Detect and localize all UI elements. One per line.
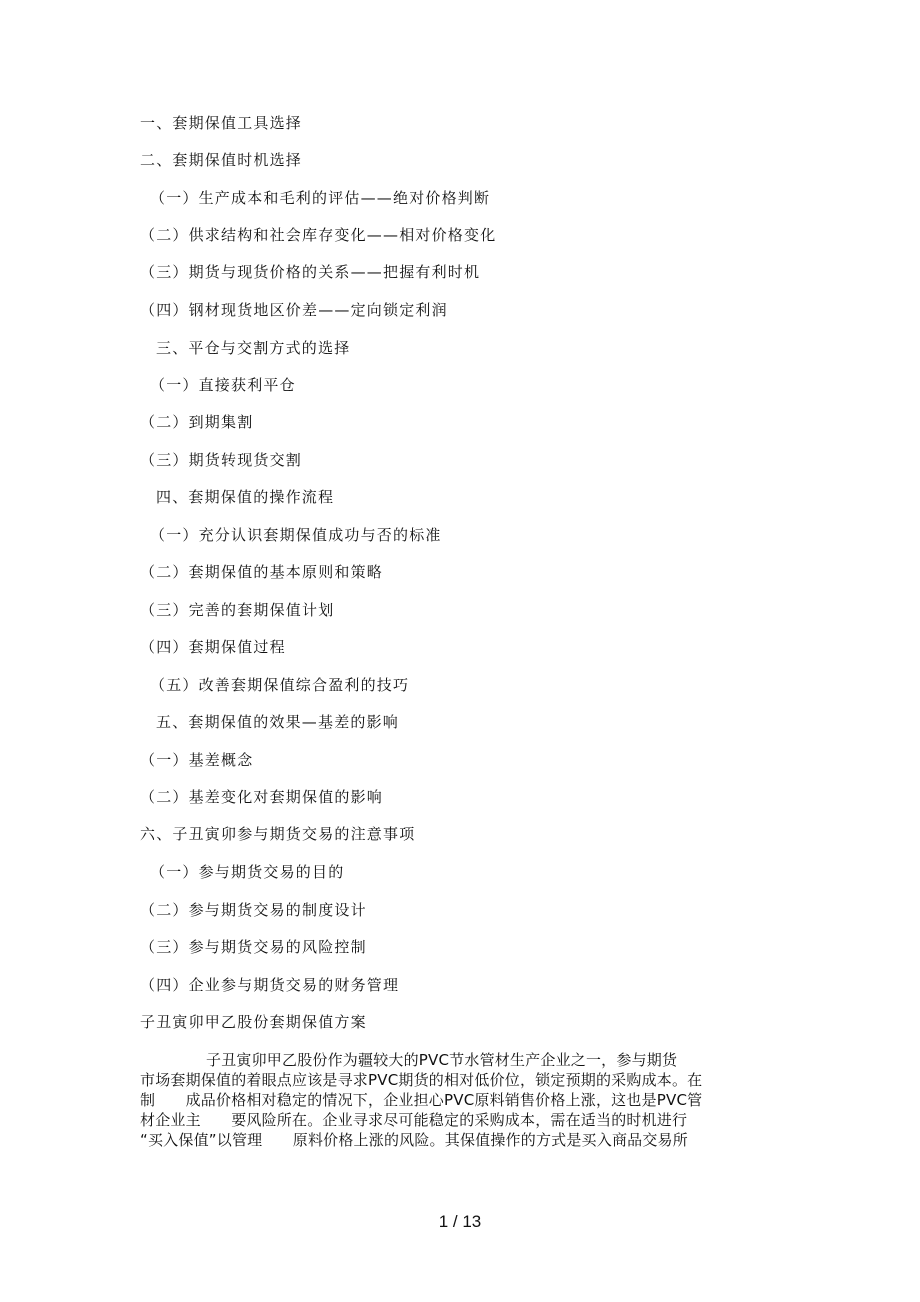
outline-heading-4: 四、套期保值的操作流程 <box>156 488 335 506</box>
paragraph-line: “买入保值”以管理 原料价格上涨的风险。其保值操作的方式是买入商品交易所 <box>140 1131 688 1149</box>
scheme-title: 子丑寅卯甲乙股份套期保值方案 <box>140 1013 367 1031</box>
outline-heading-2: 二、套期保值时机选择 <box>140 151 303 169</box>
outline-subitem: （二）基差变化对套期保值的影响 <box>140 788 384 806</box>
outline-subitem: （二）到期集割 <box>140 413 254 431</box>
outline-subitem: （二）套期保值的基本原则和策略 <box>140 563 384 581</box>
outline-subitem: （五）改善套期保值综合盈利的技巧 <box>150 676 410 694</box>
outline-subitem: （四）套期保值过程 <box>140 638 286 656</box>
page-number: 1 / 13 <box>438 1212 482 1231</box>
paragraph-line: 子丑寅卯甲乙股份作为疆较大的PVC节水管材生产企业之一，参与期货 <box>206 1051 678 1069</box>
outline-heading-6: 六、子丑寅卯参与期货交易的注意事项 <box>140 825 416 843</box>
outline-heading-5: 五、套期保值的效果—基差的影响 <box>156 713 400 731</box>
outline-subitem: （三）完善的套期保值计划 <box>140 601 335 619</box>
outline-subitem: （三）期货转现货交割 <box>140 451 303 469</box>
outline-subitem: （二）参与期货交易的制度设计 <box>140 901 367 919</box>
outline-heading-1: 一、套期保值工具选择 <box>140 114 303 132</box>
outline-subitem: （一）基差概念 <box>140 751 254 769</box>
outline-subitem: （一）充分认识套期保值成功与否的标准 <box>150 526 442 544</box>
outline-subitem: （三）参与期货交易的风险控制 <box>140 938 367 956</box>
outline-subitem: （二）供求结构和社会库存变化——相对价格变化 <box>140 226 497 244</box>
outline-subitem: （一）直接获利平仓 <box>150 376 296 394</box>
paragraph-line: 制 成品价格相对稳定的情况下，企业担心PVC原料销售价格上涨，这也是PVC管 <box>140 1091 703 1109</box>
paragraph-line: 市场套期保值的着眼点应该是寻求PVC期货的相对低价位，锁定预期的采购成本。在 <box>140 1071 703 1089</box>
outline-subitem: （三）期货与现货价格的关系——把握有利时机 <box>140 263 481 281</box>
outline-subitem: （一）生产成本和毛利的评估——绝对价格判断 <box>150 189 491 207</box>
outline-heading-3: 三、平仓与交割方式的选择 <box>156 339 351 357</box>
body-paragraph <box>140 1050 780 1150</box>
outline-subitem: （四）企业参与期货交易的财务管理 <box>140 976 400 994</box>
outline-subitem: （一）参与期货交易的目的 <box>150 863 345 881</box>
paragraph-line: 材企业主 要风险所在。企业寻求尽可能稳定的采购成本，需在适当的时机进行 <box>140 1111 688 1129</box>
outline-subitem: （四）钢材现货地区价差——定向锁定利润 <box>140 301 448 319</box>
